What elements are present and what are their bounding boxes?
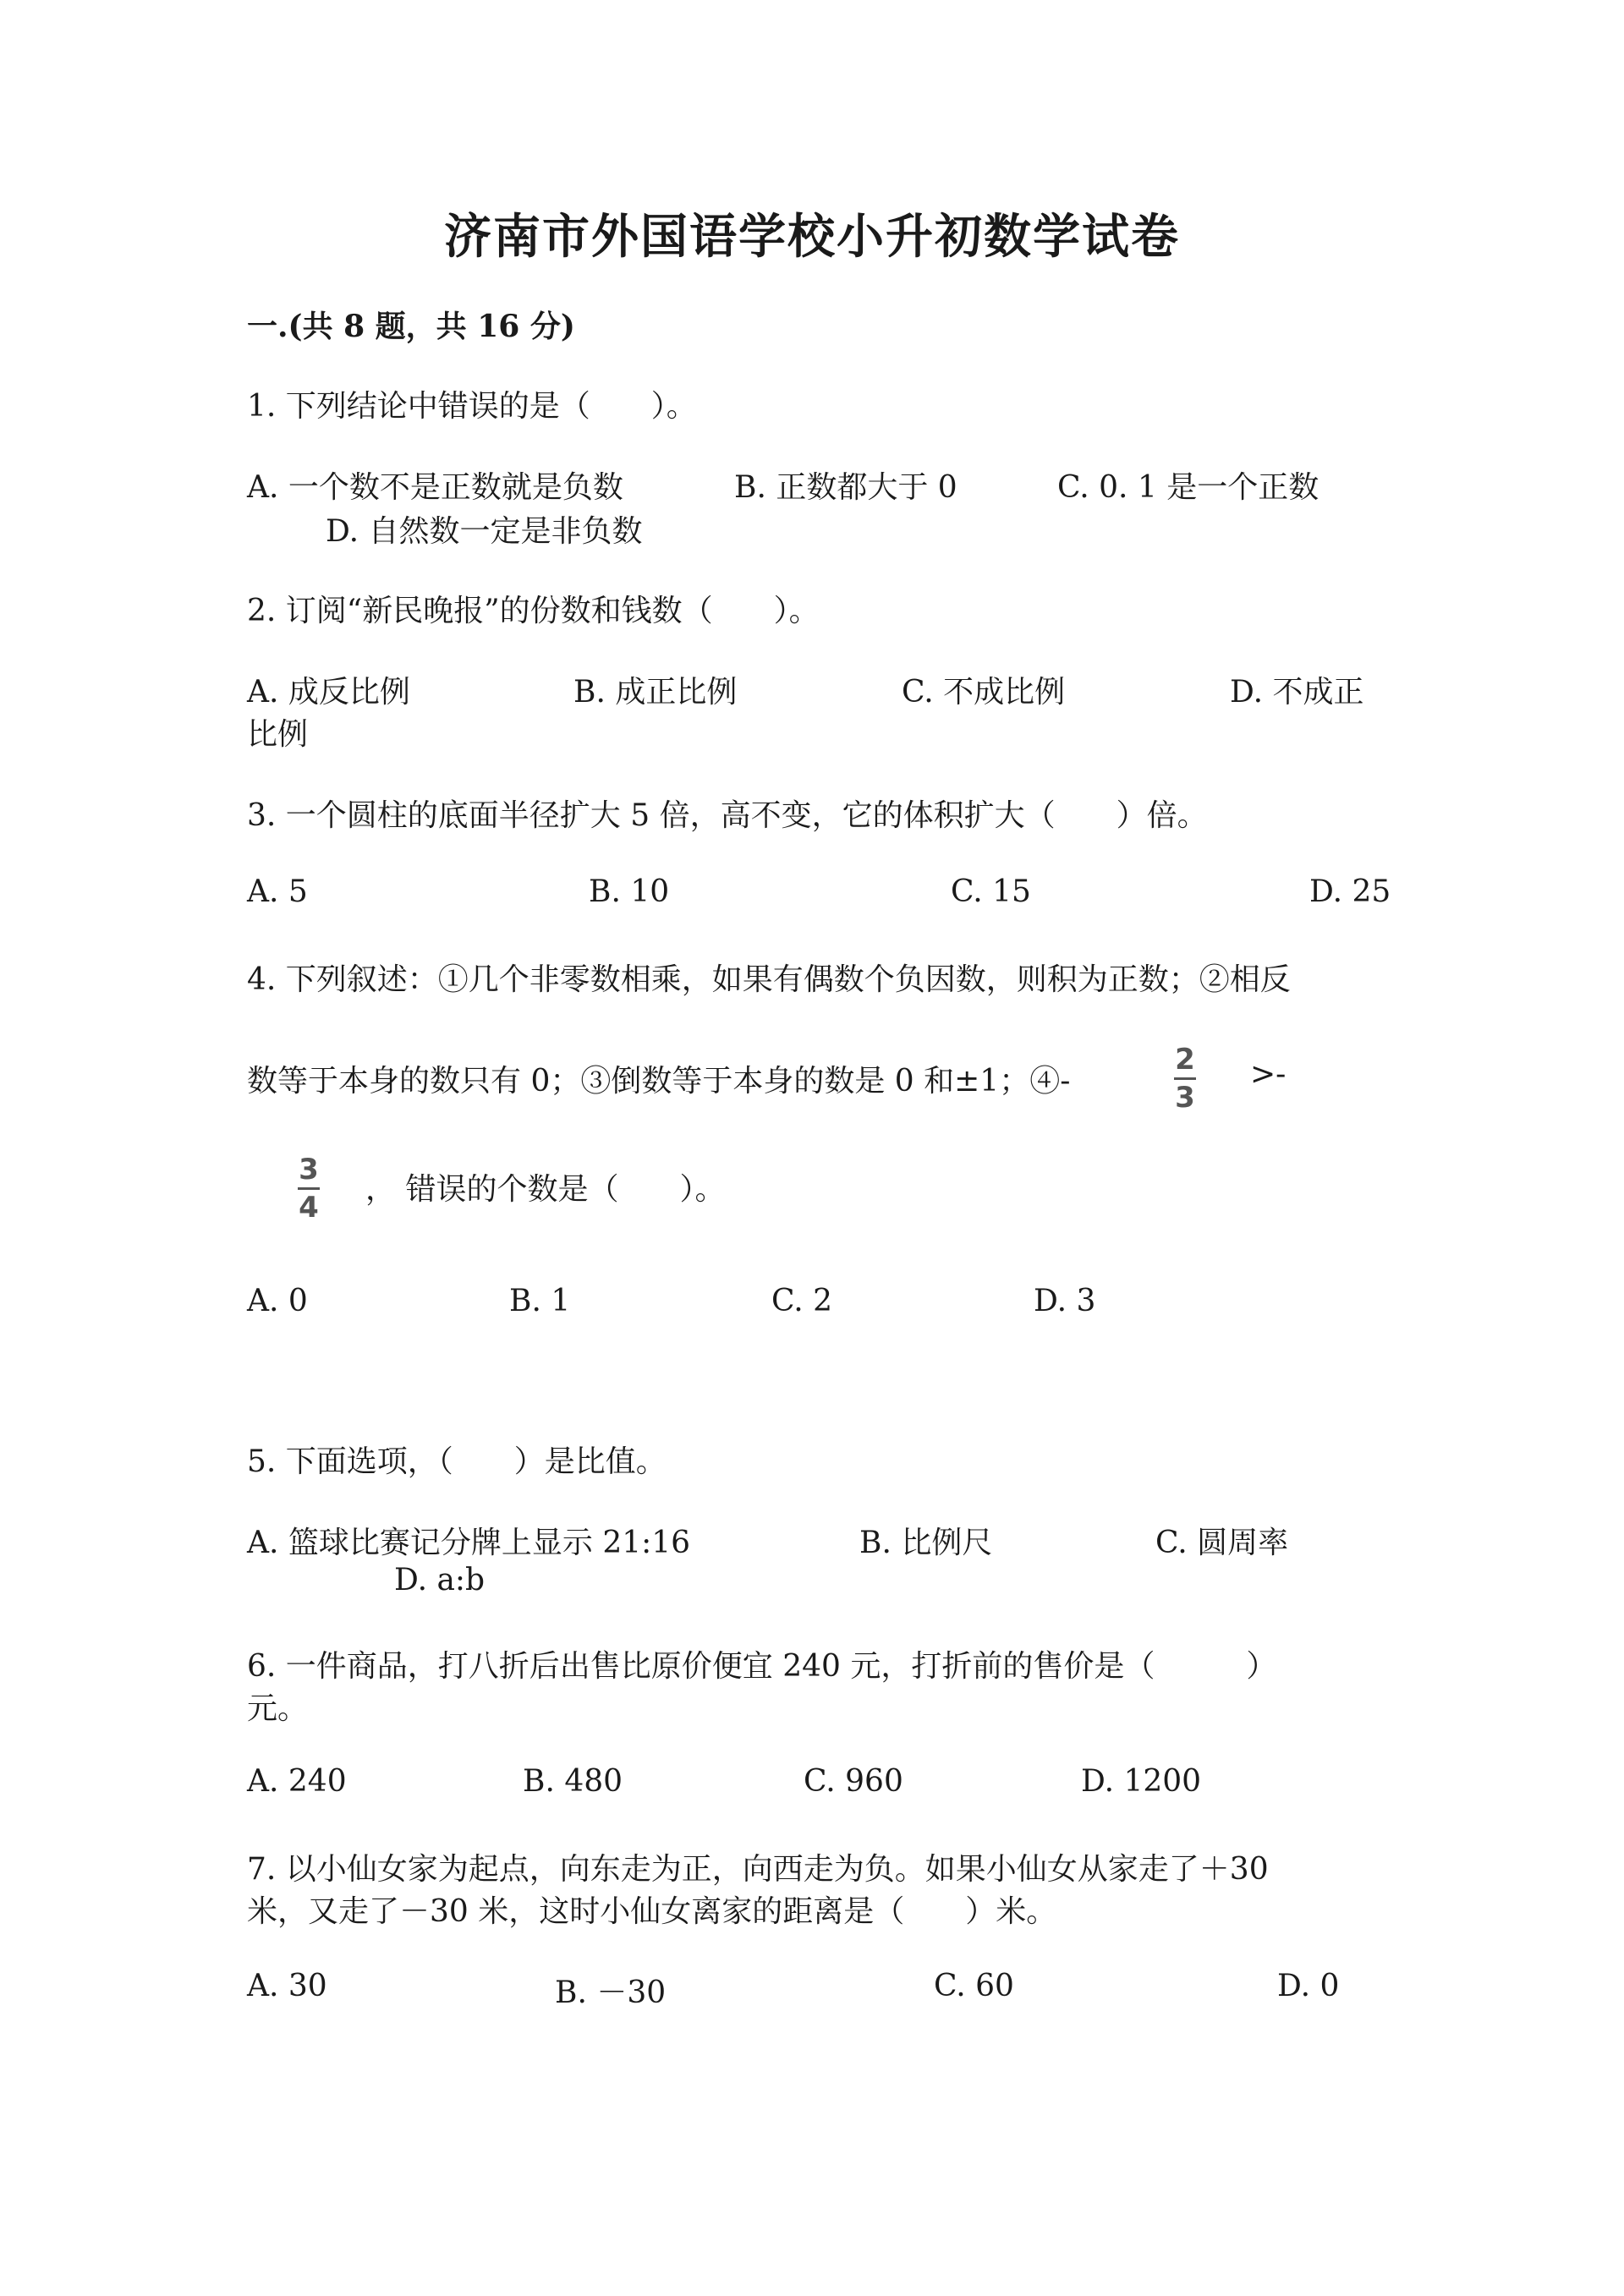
question-2-option-d[interactable]: D. 不成正	[1230, 675, 1364, 710]
question-6-option-c[interactable]: C. 960	[804, 1764, 903, 1799]
question-7-option-b[interactable]: B. －30	[555, 1975, 667, 2010]
question-4-option-b[interactable]: B. 1	[509, 1284, 571, 1318]
fraction-three-quarters	[298, 1153, 320, 1225]
question-7-option-a[interactable]: A. 30	[247, 1969, 327, 2003]
question-7-line-1: 7. 以小仙女家为起点，向东走为正，向西走为负。如果小仙女从家走了＋30	[247, 1852, 1269, 1887]
question-5-option-b[interactable]: B. 比例尺	[859, 1526, 993, 1560]
question-2-option-d-continued: 比例	[247, 717, 309, 752]
fraction-two-thirds	[1174, 1043, 1196, 1115]
question-7-option-c[interactable]: C. 60	[934, 1969, 1014, 2003]
fraction-denominator: 4	[299, 1191, 319, 1225]
fraction-denominator: 3	[1175, 1081, 1195, 1115]
question-2-option-c[interactable]: C. 不成比例	[902, 675, 1066, 710]
question-6-line-1: 6. 一件商品，打八折后出售比原价便宜 240 元，打折前的售价是（ ）	[247, 1649, 1277, 1684]
page-title: 济南市外国语学校小升初数学试卷	[444, 209, 1180, 265]
question-4-line-2: 数等于本身的数只有 0；③倒数等于本身的数是 0 和±1；④-	[247, 1064, 1071, 1099]
fraction-numerator: 3	[299, 1153, 319, 1186]
question-6-option-a[interactable]: A. 240	[247, 1764, 347, 1799]
question-5-stem: 5. 下面选项，（ ）是比值。	[247, 1444, 667, 1479]
fraction-bar	[1174, 1077, 1196, 1080]
question-6-option-d[interactable]: D. 1200	[1081, 1764, 1202, 1799]
question-2-stem: 2. 订阅“新民晚报”的份数和钱数（ ）。	[247, 594, 820, 628]
section-heading: 一.(共 8 题，共 16 分)	[247, 309, 575, 344]
question-5-option-c[interactable]: C. 圆周率	[1155, 1526, 1289, 1560]
question-4-option-a[interactable]: A. 0	[247, 1284, 308, 1318]
question-6-line-2: 元。	[247, 1691, 309, 1726]
question-3-option-d[interactable]: D. 25	[1309, 874, 1391, 909]
question-1-option-a[interactable]: A. 一个数不是正数就是负数	[247, 470, 623, 505]
question-1-stem: 1. 下列结论中错误的是（ ）。	[247, 389, 697, 424]
question-3-option-c[interactable]: C. 15	[951, 874, 1031, 909]
question-3-option-a[interactable]: A. 5	[247, 874, 308, 909]
question-4-line-1: 4. 下列叙述：①几个非零数相乘，如果有偶数个负因数，则积为正数；②相反	[247, 962, 1291, 997]
question-5-option-a[interactable]: A. 篮球比赛记分牌上显示 21:16	[247, 1526, 691, 1560]
question-3-stem: 3. 一个圆柱的底面半径扩大 5 倍，高不变，它的体积扩大（ ）倍。	[247, 798, 1208, 833]
question-4-line-3: ， 错误的个数是（ ）。	[365, 1172, 726, 1207]
question-4-option-d[interactable]: D. 3	[1034, 1284, 1096, 1318]
question-7-option-d[interactable]: D. 0	[1277, 1969, 1340, 2003]
fraction-numerator: 2	[1175, 1043, 1195, 1077]
question-4-option-c[interactable]: C. 2	[771, 1284, 833, 1318]
question-2-option-a[interactable]: A. 成反比例	[247, 675, 410, 710]
question-1-option-c[interactable]: C. 0. 1 是一个正数	[1057, 470, 1320, 505]
question-1-option-b[interactable]: B. 正数都大于 0	[734, 470, 957, 505]
question-6-option-b[interactable]: B. 480	[523, 1764, 623, 1799]
fraction-bar	[298, 1187, 320, 1190]
question-3-option-b[interactable]: B. 10	[589, 874, 670, 909]
question-1-option-d[interactable]: D. 自然数一定是非负数	[326, 514, 643, 549]
greater-than-negative: >-	[1250, 1057, 1287, 1092]
question-5-option-d[interactable]: D. a:b	[394, 1563, 486, 1597]
question-2-option-b[interactable]: B. 成正比例	[573, 675, 738, 710]
question-7-line-2: 米，又走了－30 米，这时小仙女离家的距离是（ ）米。	[247, 1894, 1057, 1929]
